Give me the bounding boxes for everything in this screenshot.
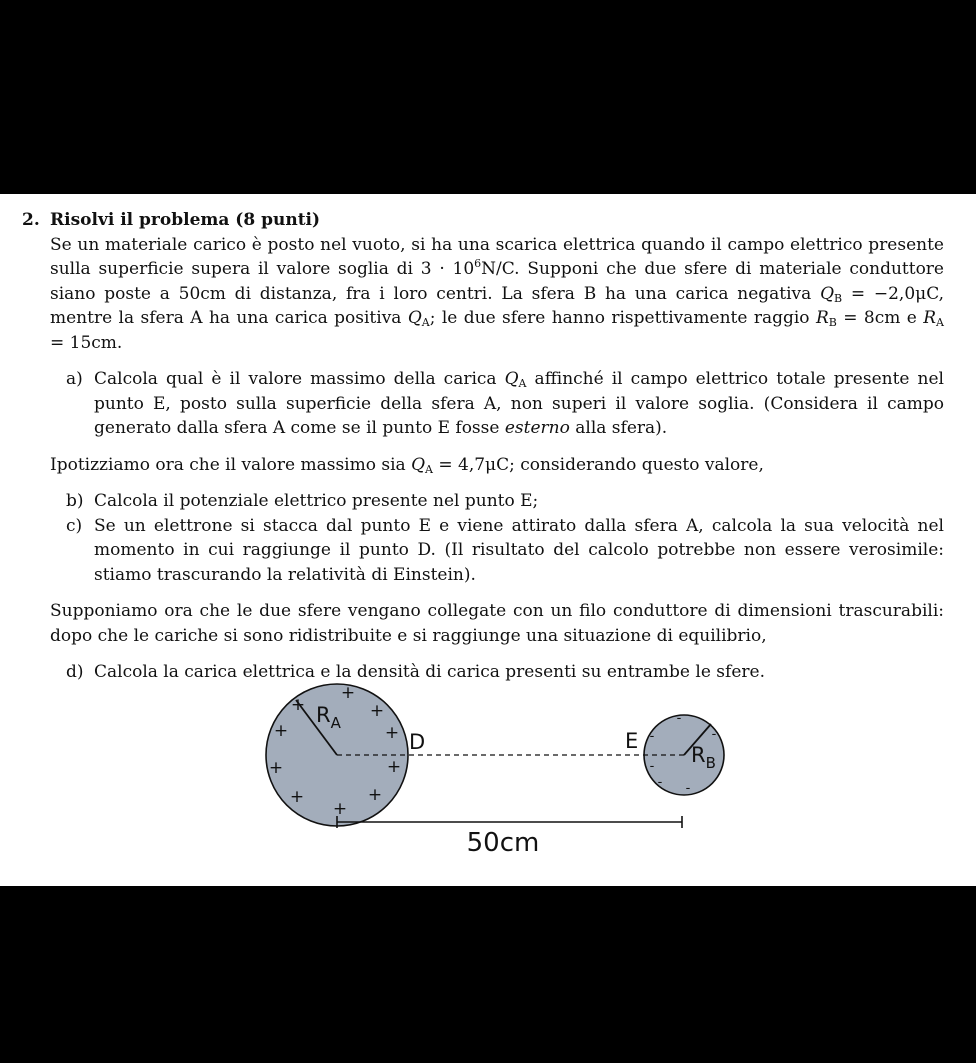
plus-sign: + bbox=[384, 723, 400, 743]
hypothesis-text-2: = 4,7μC; considerando questo valore, bbox=[432, 454, 764, 475]
question-a-symbol: Q bbox=[504, 369, 519, 389]
plus-sign: + bbox=[290, 695, 306, 715]
intro-text-2: N/C. Supponi che due sfere di materiale conduttore siano poste a 50cm di distanza, fra i loro centri. La sfera B ha una carica negativa bbox=[50, 259, 944, 304]
plus-sign: + bbox=[289, 787, 305, 807]
question-d-text: Calcola la carica elettrica e la densità di carica presenti su entrambe le sfere. bbox=[94, 662, 765, 682]
question-a bbox=[66, 367, 944, 441]
question-b-label: b) bbox=[66, 491, 84, 511]
question-a-text-1: Calcola qual è il valore massimo della carica bbox=[94, 369, 505, 389]
minus-sign: - bbox=[685, 781, 691, 796]
hypothesis-text bbox=[50, 453, 944, 478]
problem-intro bbox=[50, 233, 944, 356]
question-b-text: Calcola il potenziale elettrico presente nel punto E; bbox=[94, 491, 539, 511]
question-a-text-2: affinché il campo elettrico totale presente nel punto E, posto sulla superficie della sfera A, non superi il valore soglia. (Considera il campo generato dalla sfera A come se il punto E fosse bbox=[94, 369, 944, 438]
question-a-label: a) bbox=[66, 369, 83, 389]
intro-text-6: = 15cm. bbox=[50, 332, 123, 353]
plus-sign: + bbox=[268, 758, 284, 778]
question-a-emphasis: esterno bbox=[504, 418, 570, 438]
question-c-text: Se un elettrone si stacca dal punto E e viene attirato dalla sfera A, calcola la sua velocità nel momento in cui raggiunge il punto D. (Il risultato del calcolo potrebbe non essere verosimile: stiamo trascurando la relatività di Einstein). bbox=[94, 515, 944, 585]
minus-sign: - bbox=[711, 727, 717, 742]
question-a-symbol-sub: A bbox=[518, 377, 527, 390]
spheres-diagram bbox=[0, 678, 976, 868]
hypothesis-text-1: Ipotizziamo ora che il valore massimo sia bbox=[50, 454, 412, 475]
question-c bbox=[66, 514, 944, 588]
symbol-rb: R bbox=[815, 308, 829, 328]
intro-text-3: = −2,0μC, mentre la sfera A ha una carica positiva bbox=[50, 283, 945, 328]
minus-sign: - bbox=[649, 759, 655, 774]
label-ra: $R_A$ bbox=[316, 703, 341, 732]
connection-text: Supponiamo ora che le due sfere vengano collegate con un filo conduttore di dimensioni trascurabili: dopo che le cariche si sono ridistribuite e si raggiunge una situazione di equilibrio, bbox=[50, 601, 944, 646]
symbol-ra-sub: A bbox=[936, 316, 944, 329]
minus-sign: - bbox=[649, 729, 655, 744]
label-rb: $R_B$ bbox=[691, 743, 716, 772]
problem-text bbox=[22, 208, 944, 685]
distance-label: 50cm bbox=[466, 828, 540, 858]
question-a-text-3: alla sfera). bbox=[569, 418, 668, 438]
plus-sign: + bbox=[386, 757, 402, 777]
plus-sign: + bbox=[367, 785, 383, 805]
hypothesis-symbol-sub: A bbox=[425, 462, 433, 476]
plus-sign: + bbox=[340, 683, 356, 703]
label-e: E bbox=[625, 729, 639, 753]
symbol-ra: R bbox=[923, 308, 937, 328]
question-b bbox=[66, 489, 944, 514]
problem-title: Risolvi il problema (8 punti) bbox=[50, 210, 321, 230]
question-c-label: c) bbox=[66, 515, 83, 536]
symbol-qb: Q bbox=[820, 283, 834, 304]
exercise-page bbox=[0, 194, 976, 886]
plus-sign: + bbox=[332, 799, 348, 819]
intro-text-5: = 8cm e bbox=[836, 308, 924, 328]
symbol-qa: Q bbox=[407, 308, 422, 328]
question-d-label: d) bbox=[66, 662, 84, 682]
problem-number: 2. bbox=[22, 210, 40, 230]
minus-sign: - bbox=[657, 775, 663, 790]
intro-text-1: Se un materiale carico è posto nel vuoto, si ha una scarica elettrica quando il campo elettrico presente sulla superficie supera il valore soglia di 3 · 10 bbox=[50, 234, 944, 279]
label-d: D bbox=[409, 730, 426, 754]
intro-exponent: 6 bbox=[474, 257, 482, 270]
plus-sign: + bbox=[273, 721, 289, 741]
spheres-diagram-svg bbox=[0, 678, 976, 868]
symbol-qb-sub: B bbox=[834, 291, 843, 305]
plus-sign: + bbox=[369, 701, 385, 721]
minus-sign: - bbox=[676, 711, 682, 726]
problem-heading bbox=[22, 208, 944, 233]
symbol-qa-sub: A bbox=[421, 316, 430, 329]
hypothesis-symbol: Q bbox=[411, 454, 425, 475]
symbol-rb-sub: B bbox=[828, 316, 837, 329]
intro-text-4: ; le due sfere hanno rispettivamente raggio bbox=[429, 308, 816, 328]
